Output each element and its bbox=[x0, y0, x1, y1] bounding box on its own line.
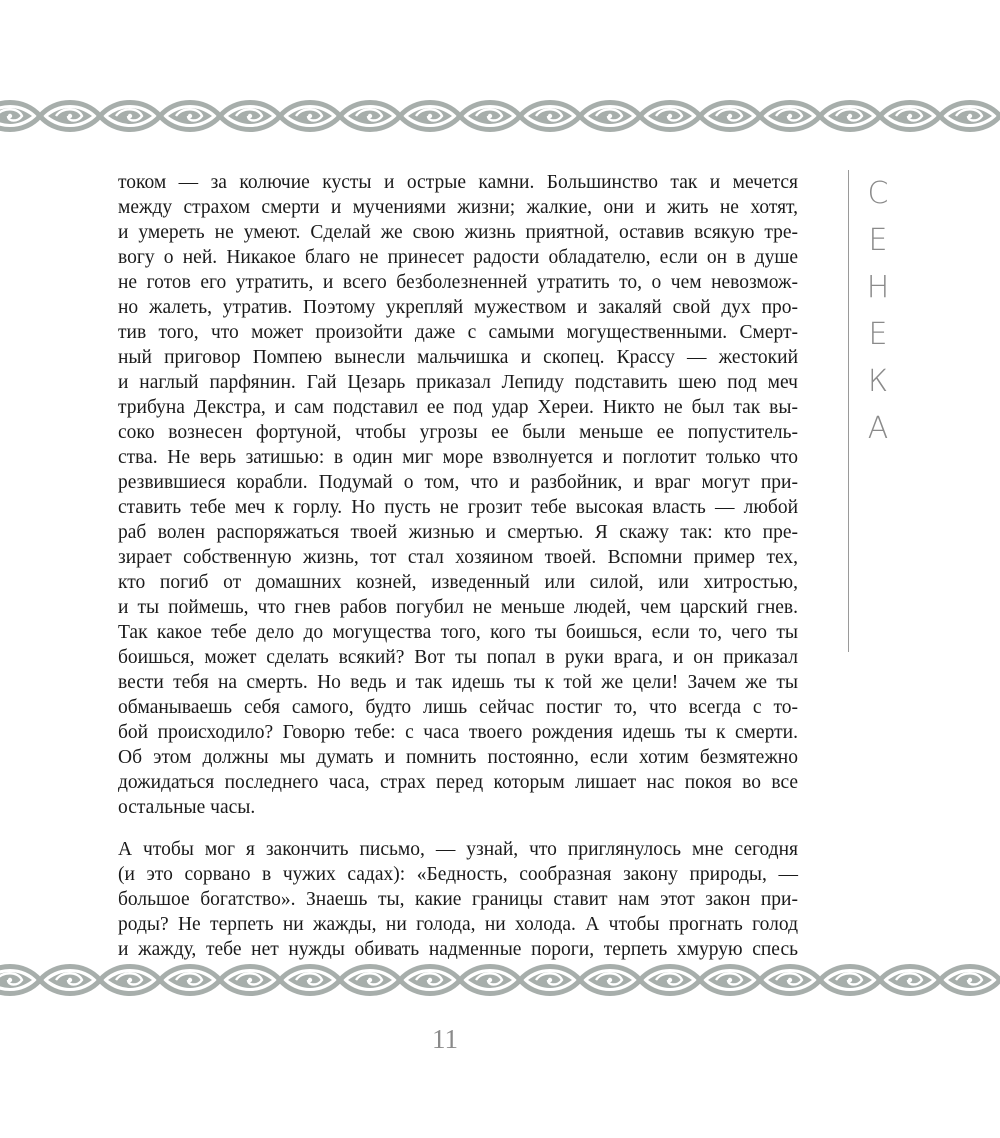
text-line: вогу о ней. Никакое благо не принесет радости обладателю, если он в душе bbox=[118, 247, 798, 268]
text-line: Об этом должны мы думать и помнить постоянно, если хотим безмятежно bbox=[118, 747, 798, 768]
text-line: током — за колючие кусты и острые камни. Большинство так и мечется bbox=[118, 172, 798, 193]
text-line: трибуна Декстра, и сам подставил ее под удар Хереи. Никто не был так вы- bbox=[118, 397, 798, 418]
text-line: между страхом смерти и мучениями жизни; жалкие, они и жить не хотят, bbox=[118, 197, 798, 218]
running-head-letter: А bbox=[867, 411, 889, 446]
paragraph bbox=[118, 170, 798, 820]
text-line: резвившиеся корабли. Подумай о том, что и разбойник, и враг могут при- bbox=[118, 472, 798, 493]
page-number: 11 bbox=[432, 1024, 458, 1054]
text-line: раб волен распоряжаться твоей жизнью и смертью. Я скажу так: кто пре- bbox=[118, 522, 798, 543]
text-line: не готов его утратить, и всего безболезненней утратить то, о чем невозмож- bbox=[118, 272, 798, 293]
text-line: соко вознесен фортуной, чтобы угрозы ее были меньше ее попуститель- bbox=[118, 422, 798, 443]
text-line: большое богатство». Знаешь ты, какие границы ставит нам этот закон при- bbox=[118, 889, 798, 910]
text-line: ный приговор Помпею вынесли мальчишка и скопец. Крассу — жестокий bbox=[118, 347, 798, 368]
text-line: дожидаться последнего часа, страх перед которым лишает нас покоя во все bbox=[118, 772, 798, 793]
running-head-rule bbox=[848, 170, 849, 652]
text-line: зирает собственную жизнь, тот стал хозяином твоей. Вспомни пример тех, bbox=[118, 547, 798, 568]
text-line: боишься, может сделать всякий? Вот ты попал в руки врага, и он приказал bbox=[118, 647, 798, 668]
paragraph-gap bbox=[118, 820, 798, 837]
text-line: Так какое тебе дело до могущества того, кого ты боишься, если то, чего ты bbox=[118, 622, 798, 643]
text-line: обманываешь себя самого, будто лишь сейчас постиг то, что всегда с то- bbox=[118, 697, 798, 718]
text-line: (и это сорвано в чужих садах): «Бедность, сообразная закону природы, — bbox=[118, 864, 798, 885]
text-line: и умереть не умеют. Сделай же свою жизнь приятной, оставив всякую тре- bbox=[118, 222, 798, 243]
text-line: кто погиб от домашних козней, изведенный или силой, или хитростью, bbox=[118, 572, 798, 593]
running-head-letter: Н bbox=[866, 270, 890, 305]
ornament-icon bbox=[0, 96, 1000, 136]
running-head-letter: К bbox=[867, 364, 889, 399]
text-line: и наглый парфянин. Гай Цезарь приказал Лепиду подставить шею под меч bbox=[118, 372, 798, 393]
text-line: остальные часы. bbox=[118, 797, 256, 818]
text-line: вести тебя на смерть. Но ведь и так идешь ты к той же цели! Зачем же ты bbox=[118, 672, 798, 693]
text-line: бой происходило? Говорю тебе: с часа твоего рождения идешь ты к смерти. bbox=[118, 722, 798, 743]
body-text bbox=[118, 170, 798, 962]
running-head-letter: Е bbox=[868, 223, 888, 258]
paragraph bbox=[118, 837, 798, 962]
text-line: ставить тебе меч к горлу. Но пусть не грозит тебе высокая власть — любой bbox=[118, 497, 798, 518]
bottom-ornament-border bbox=[0, 960, 1000, 1000]
top-ornament-border bbox=[0, 96, 1000, 136]
text-line: но жалеть, утратив. Поэтому укрепляй мужеством и закаляй свой дух про- bbox=[118, 297, 798, 318]
text-line: и жажду, тебе нет нужды обивать надменные пороги, терпеть хмурую спесь bbox=[118, 939, 798, 960]
text-line: и ты поймешь, что гнев рабов погубил не меньше людей, чем царский гнев. bbox=[118, 597, 798, 618]
text-line: А чтобы мог я закончить письмо, — узнай, что приглянулось мне сегодня bbox=[118, 839, 798, 860]
running-head bbox=[864, 170, 892, 452]
running-head-letter: Е bbox=[868, 317, 888, 352]
text-line: ства. Не верь затишью: в один миг море взволнуется и поглотит только что bbox=[118, 447, 798, 468]
text-line: роды? Не терпеть ни жажды, ни голода, ни холода. А чтобы прогнать голод bbox=[118, 914, 798, 935]
ornament-icon bbox=[0, 960, 1000, 1000]
running-head-letter: С bbox=[867, 176, 889, 211]
text-line: тив того, что может произойти даже с самыми могущественными. Смерт- bbox=[118, 322, 798, 343]
